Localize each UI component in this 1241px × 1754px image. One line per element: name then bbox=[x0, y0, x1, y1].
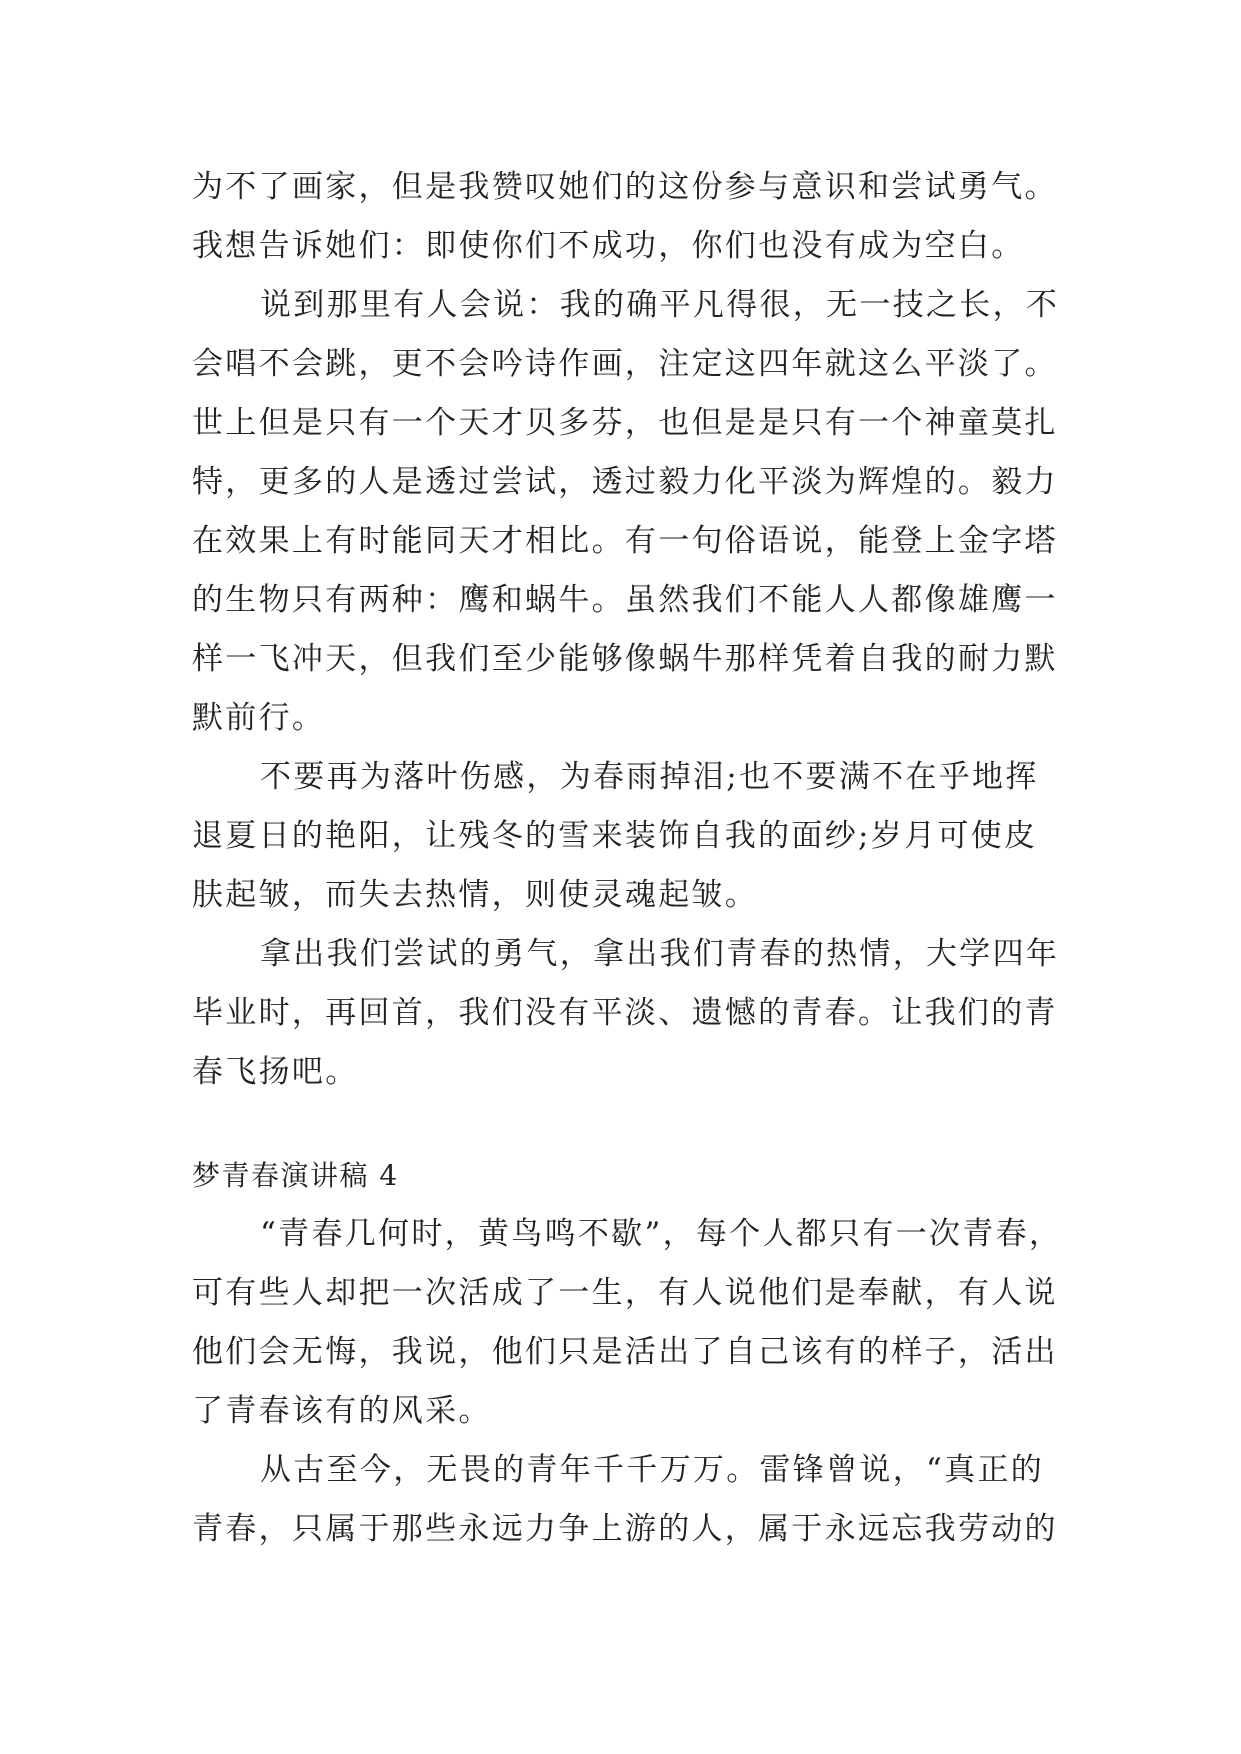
text-line: 会唱不会跳，更不会吟诗作画，注定这四年就这么平淡了。 bbox=[192, 346, 1058, 382]
text-line: 青春，只属于那些永远力争上游的人，属于永远忘我劳动的 bbox=[192, 1511, 1058, 1547]
text-line: 了青春该有的风采。 bbox=[192, 1393, 492, 1429]
text-line: 不要再为落叶伤感，为春雨掉泪;也不要满不在乎地挥 bbox=[260, 759, 1039, 795]
text-line: 毕业时，再回首，我们没有平淡、遗憾的青春。让我们的青 bbox=[192, 995, 1058, 1031]
text-line: 退夏日的艳阳，让残冬的雪来装饰自我的面纱;岁月可使皮 bbox=[192, 818, 1038, 854]
text-line: “青春几何时，黄鸟鸣不歇”，每个人都只有一次青春， bbox=[260, 1216, 1063, 1252]
text-line: 在效果上有时能同天才相比。有一句俗语说，能登上金字塔 bbox=[192, 523, 1058, 559]
text-line: 为不了画家，但是我赞叹她们的这份参与意识和尝试勇气。 bbox=[192, 169, 1058, 205]
text-line: 我想告诉她们：即使你们不成功，你们也没有成为空白。 bbox=[192, 228, 1025, 264]
text-line: 他们会无悔，我说，他们只是活出了自己该有的样子，活出 bbox=[192, 1334, 1058, 1370]
text-line: 默前行。 bbox=[192, 700, 326, 736]
text-line: 春飞扬吧。 bbox=[192, 1054, 359, 1090]
text-line: 世上但是只有一个天才贝多芬，也但是是只有一个神童莫扎 bbox=[192, 405, 1058, 441]
section-heading: 梦青春演讲稿 4 bbox=[192, 1159, 399, 1192]
text-line: 拿出我们尝试的勇气，拿出我们青春的热情，大学四年 bbox=[260, 936, 1060, 972]
text-line: 说到那里有人会说：我的确平凡得很，无一技之长，不 bbox=[260, 287, 1060, 323]
text-line: 的生物只有两种：鹰和蜗牛。虽然我们不能人人都像雄鹰一 bbox=[192, 582, 1058, 618]
text-line: 肤起皱，而失去热情，则使灵魂起皱。 bbox=[192, 877, 759, 913]
document-body bbox=[192, 158, 1063, 1559]
text-line: 特，更多的人是透过尝试，透过毅力化平淡为辉煌的。毅力 bbox=[192, 464, 1058, 500]
text-line: 样一飞冲天，但我们至少能够像蜗牛那样凭着自我的耐力默 bbox=[192, 641, 1058, 677]
text-line: 从古至今，无畏的青年千千万万。雷锋曾说，“真正的 bbox=[260, 1452, 1045, 1488]
text-line: 可有些人却把一次活成了一生，有人说他们是奉献，有人说 bbox=[192, 1275, 1058, 1311]
